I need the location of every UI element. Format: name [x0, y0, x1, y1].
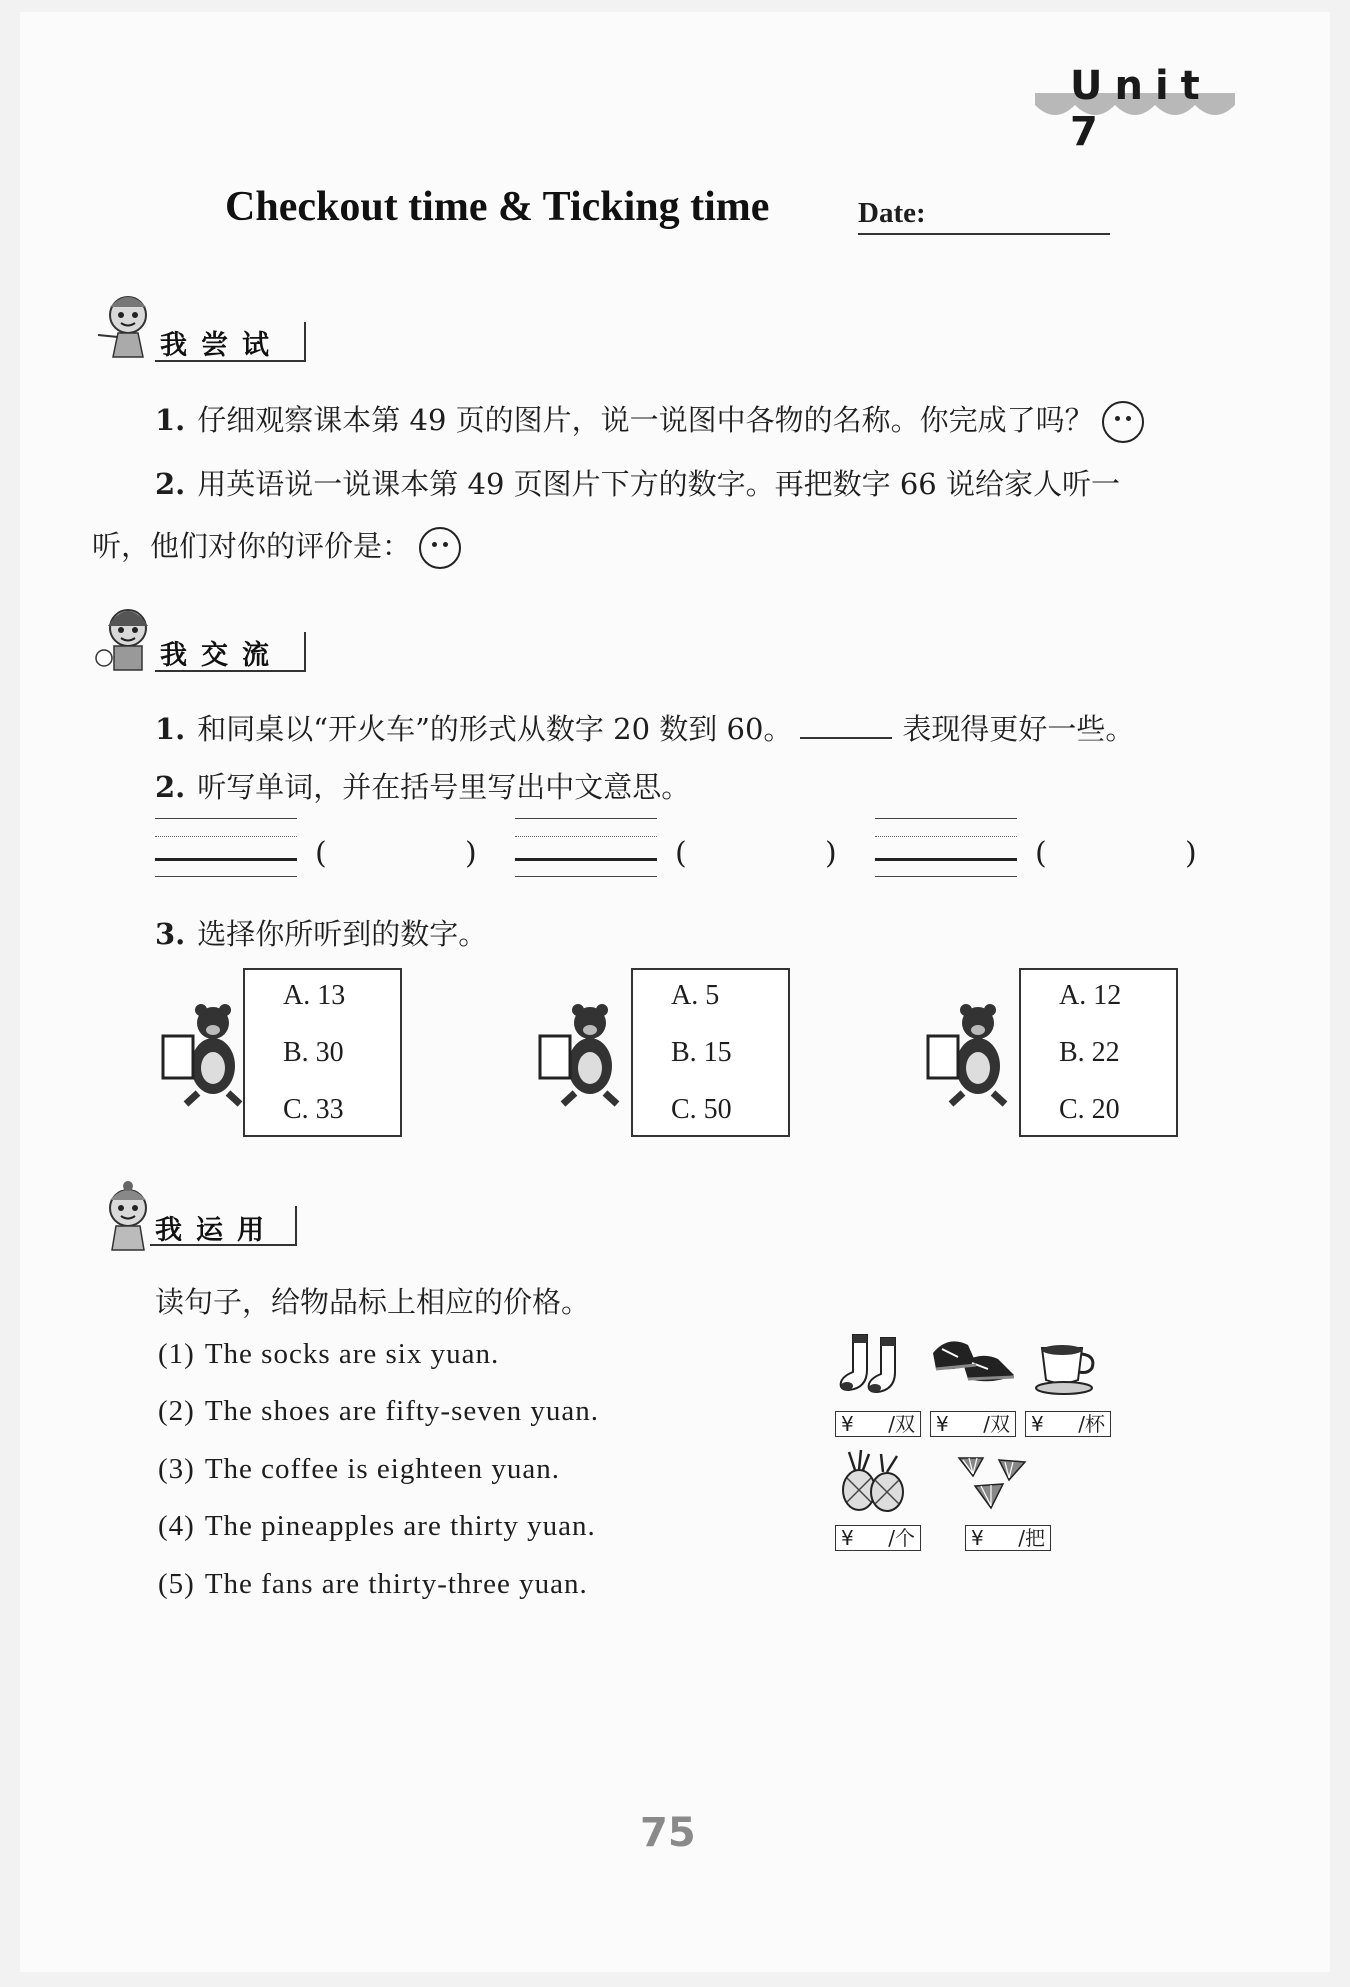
- socks-icon: [835, 1330, 915, 1400]
- try-item-2-cont: [92, 524, 461, 569]
- item-text: 用英语说一说课本第 49 页图片下方的数字。再把数字 66 说给家人听一: [197, 467, 1120, 501]
- choice-option-c[interactable]: C. 50: [671, 1094, 732, 1125]
- bear-holding-sign-icon: [923, 998, 1013, 1108]
- price-box-socks[interactable]: [835, 1411, 921, 1437]
- smiley-face-icon[interactable]: [419, 527, 461, 569]
- try-item-1: [155, 398, 1144, 443]
- sentence-1: [158, 1338, 499, 1371]
- price-unit: /双: [983, 1412, 1010, 1436]
- date-label: Date:: [858, 197, 926, 229]
- unit-label: Unit 7: [1070, 63, 1212, 155]
- section-underline: [150, 1244, 296, 1246]
- section-underline: [155, 360, 305, 362]
- item-number: 2.: [155, 770, 186, 804]
- item-text: 听写单词，并在括号里写出中文意思。: [197, 770, 691, 804]
- item-number: 1.: [155, 712, 186, 746]
- smiley-face-icon[interactable]: [1102, 401, 1144, 443]
- apply-instruction: 读句子，给物品标上相应的价格。: [155, 1285, 591, 1319]
- section-title-apply: 我运用: [155, 1215, 278, 1246]
- choice-option-a[interactable]: A. 5: [671, 980, 720, 1011]
- choice-option-b[interactable]: B. 22: [1059, 1037, 1120, 1068]
- page-title: Checkout time & Ticking time: [225, 184, 770, 230]
- yen-sign: ¥: [841, 1412, 854, 1436]
- section-title-try: 我尝试: [160, 330, 283, 361]
- item-text: 听，他们对你的评价是：: [92, 529, 412, 563]
- choice-box-2: [631, 968, 790, 1137]
- yen-sign: ¥: [971, 1526, 984, 1550]
- paren-open: (: [1035, 836, 1047, 871]
- sentence-index: (5): [158, 1568, 195, 1600]
- price-box-shoes[interactable]: [930, 1411, 1016, 1437]
- sentence-text: The pineapples are thirty yuan.: [204, 1510, 596, 1542]
- sentence-2: [158, 1395, 599, 1428]
- price-unit: /个: [888, 1526, 915, 1550]
- choice-option-c[interactable]: C. 20: [1059, 1094, 1120, 1125]
- sentence-text: The fans are thirty-three yuan.: [204, 1568, 588, 1600]
- price-unit: /杯: [1078, 1412, 1105, 1436]
- sentence-index: (1): [158, 1338, 195, 1370]
- section-bar: [304, 322, 306, 362]
- shoes-icon: [928, 1333, 1018, 1395]
- yen-sign: ¥: [1031, 1412, 1044, 1436]
- item-number: 2.: [155, 467, 186, 501]
- paren-open: (: [315, 836, 327, 871]
- choice-option-c[interactable]: C. 33: [283, 1094, 344, 1125]
- sentence-3: [158, 1453, 560, 1486]
- item-number: 1.: [155, 403, 186, 437]
- answer-blank[interactable]: [800, 715, 892, 739]
- item-number: 3.: [155, 917, 186, 951]
- choice-option-b[interactable]: B. 15: [671, 1037, 732, 1068]
- bear-holding-sign-icon: [535, 998, 625, 1108]
- coffee-cup-icon: [1032, 1338, 1102, 1396]
- section-underline: [155, 670, 305, 672]
- paren-close: ): [825, 836, 837, 871]
- section-title-exchange: 我交流: [160, 640, 283, 671]
- dictation-lines-2[interactable]: [515, 818, 657, 878]
- yen-sign: ¥: [841, 1526, 854, 1550]
- item-text: 表现得更好一些。: [902, 712, 1135, 746]
- girl-mascot-icon: [88, 285, 168, 365]
- price-unit: /把: [1018, 1526, 1045, 1550]
- sentence-index: (2): [158, 1395, 195, 1427]
- sentence-text: The coffee is eighteen yuan.: [204, 1453, 561, 1485]
- choice-option-a[interactable]: A. 13: [283, 980, 346, 1011]
- item-text: 选择你所听到的数字。: [197, 917, 488, 951]
- exchange-item-2: [155, 765, 690, 806]
- exchange-item-3: [155, 912, 487, 953]
- sentence-5: [158, 1568, 588, 1601]
- dictation-lines-3[interactable]: [875, 818, 1017, 878]
- unit-badge: [1030, 55, 1240, 155]
- paren-open: (: [675, 836, 687, 871]
- sentence-index: (3): [158, 1453, 195, 1485]
- choice-box-1: [243, 968, 402, 1137]
- choice-option-b[interactable]: B. 30: [283, 1037, 344, 1068]
- yen-sign: ¥: [936, 1412, 949, 1436]
- price-box-fans[interactable]: [965, 1525, 1051, 1551]
- paren-close: ): [1185, 836, 1197, 871]
- dictation-lines-1[interactable]: [155, 818, 297, 878]
- section-bar: [304, 632, 306, 672]
- exchange-item-1: [155, 707, 1134, 748]
- choice-option-a[interactable]: A. 12: [1059, 980, 1122, 1011]
- section-bar: [295, 1206, 297, 1246]
- page-number: 75: [640, 1810, 696, 1856]
- price-box-pineapples[interactable]: [835, 1525, 921, 1551]
- price-unit: /双: [888, 1412, 915, 1436]
- sentence-index: (4): [158, 1510, 195, 1542]
- date-field[interactable]: [858, 233, 1110, 235]
- choice-box-3: [1019, 968, 1178, 1137]
- fans-icon: [955, 1452, 1030, 1514]
- sentence-4: [158, 1510, 596, 1543]
- sentence-text: The socks are six yuan.: [204, 1338, 500, 1370]
- price-box-coffee[interactable]: [1025, 1411, 1111, 1437]
- pineapples-icon: [835, 1448, 915, 1514]
- boy-mascot-icon: [88, 598, 168, 678]
- try-item-2: [155, 462, 1120, 503]
- item-text: 仔细观察课本第 49 页的图片，说一说图中各物的名称。你完成了吗？: [197, 403, 1094, 437]
- paren-close: ): [465, 836, 477, 871]
- bear-holding-sign-icon: [158, 998, 248, 1108]
- sentence-text: The shoes are fifty-seven yuan.: [204, 1395, 599, 1427]
- item-text: 和同桌以“开火车”的形式从数字 20 数到 60。: [197, 712, 793, 746]
